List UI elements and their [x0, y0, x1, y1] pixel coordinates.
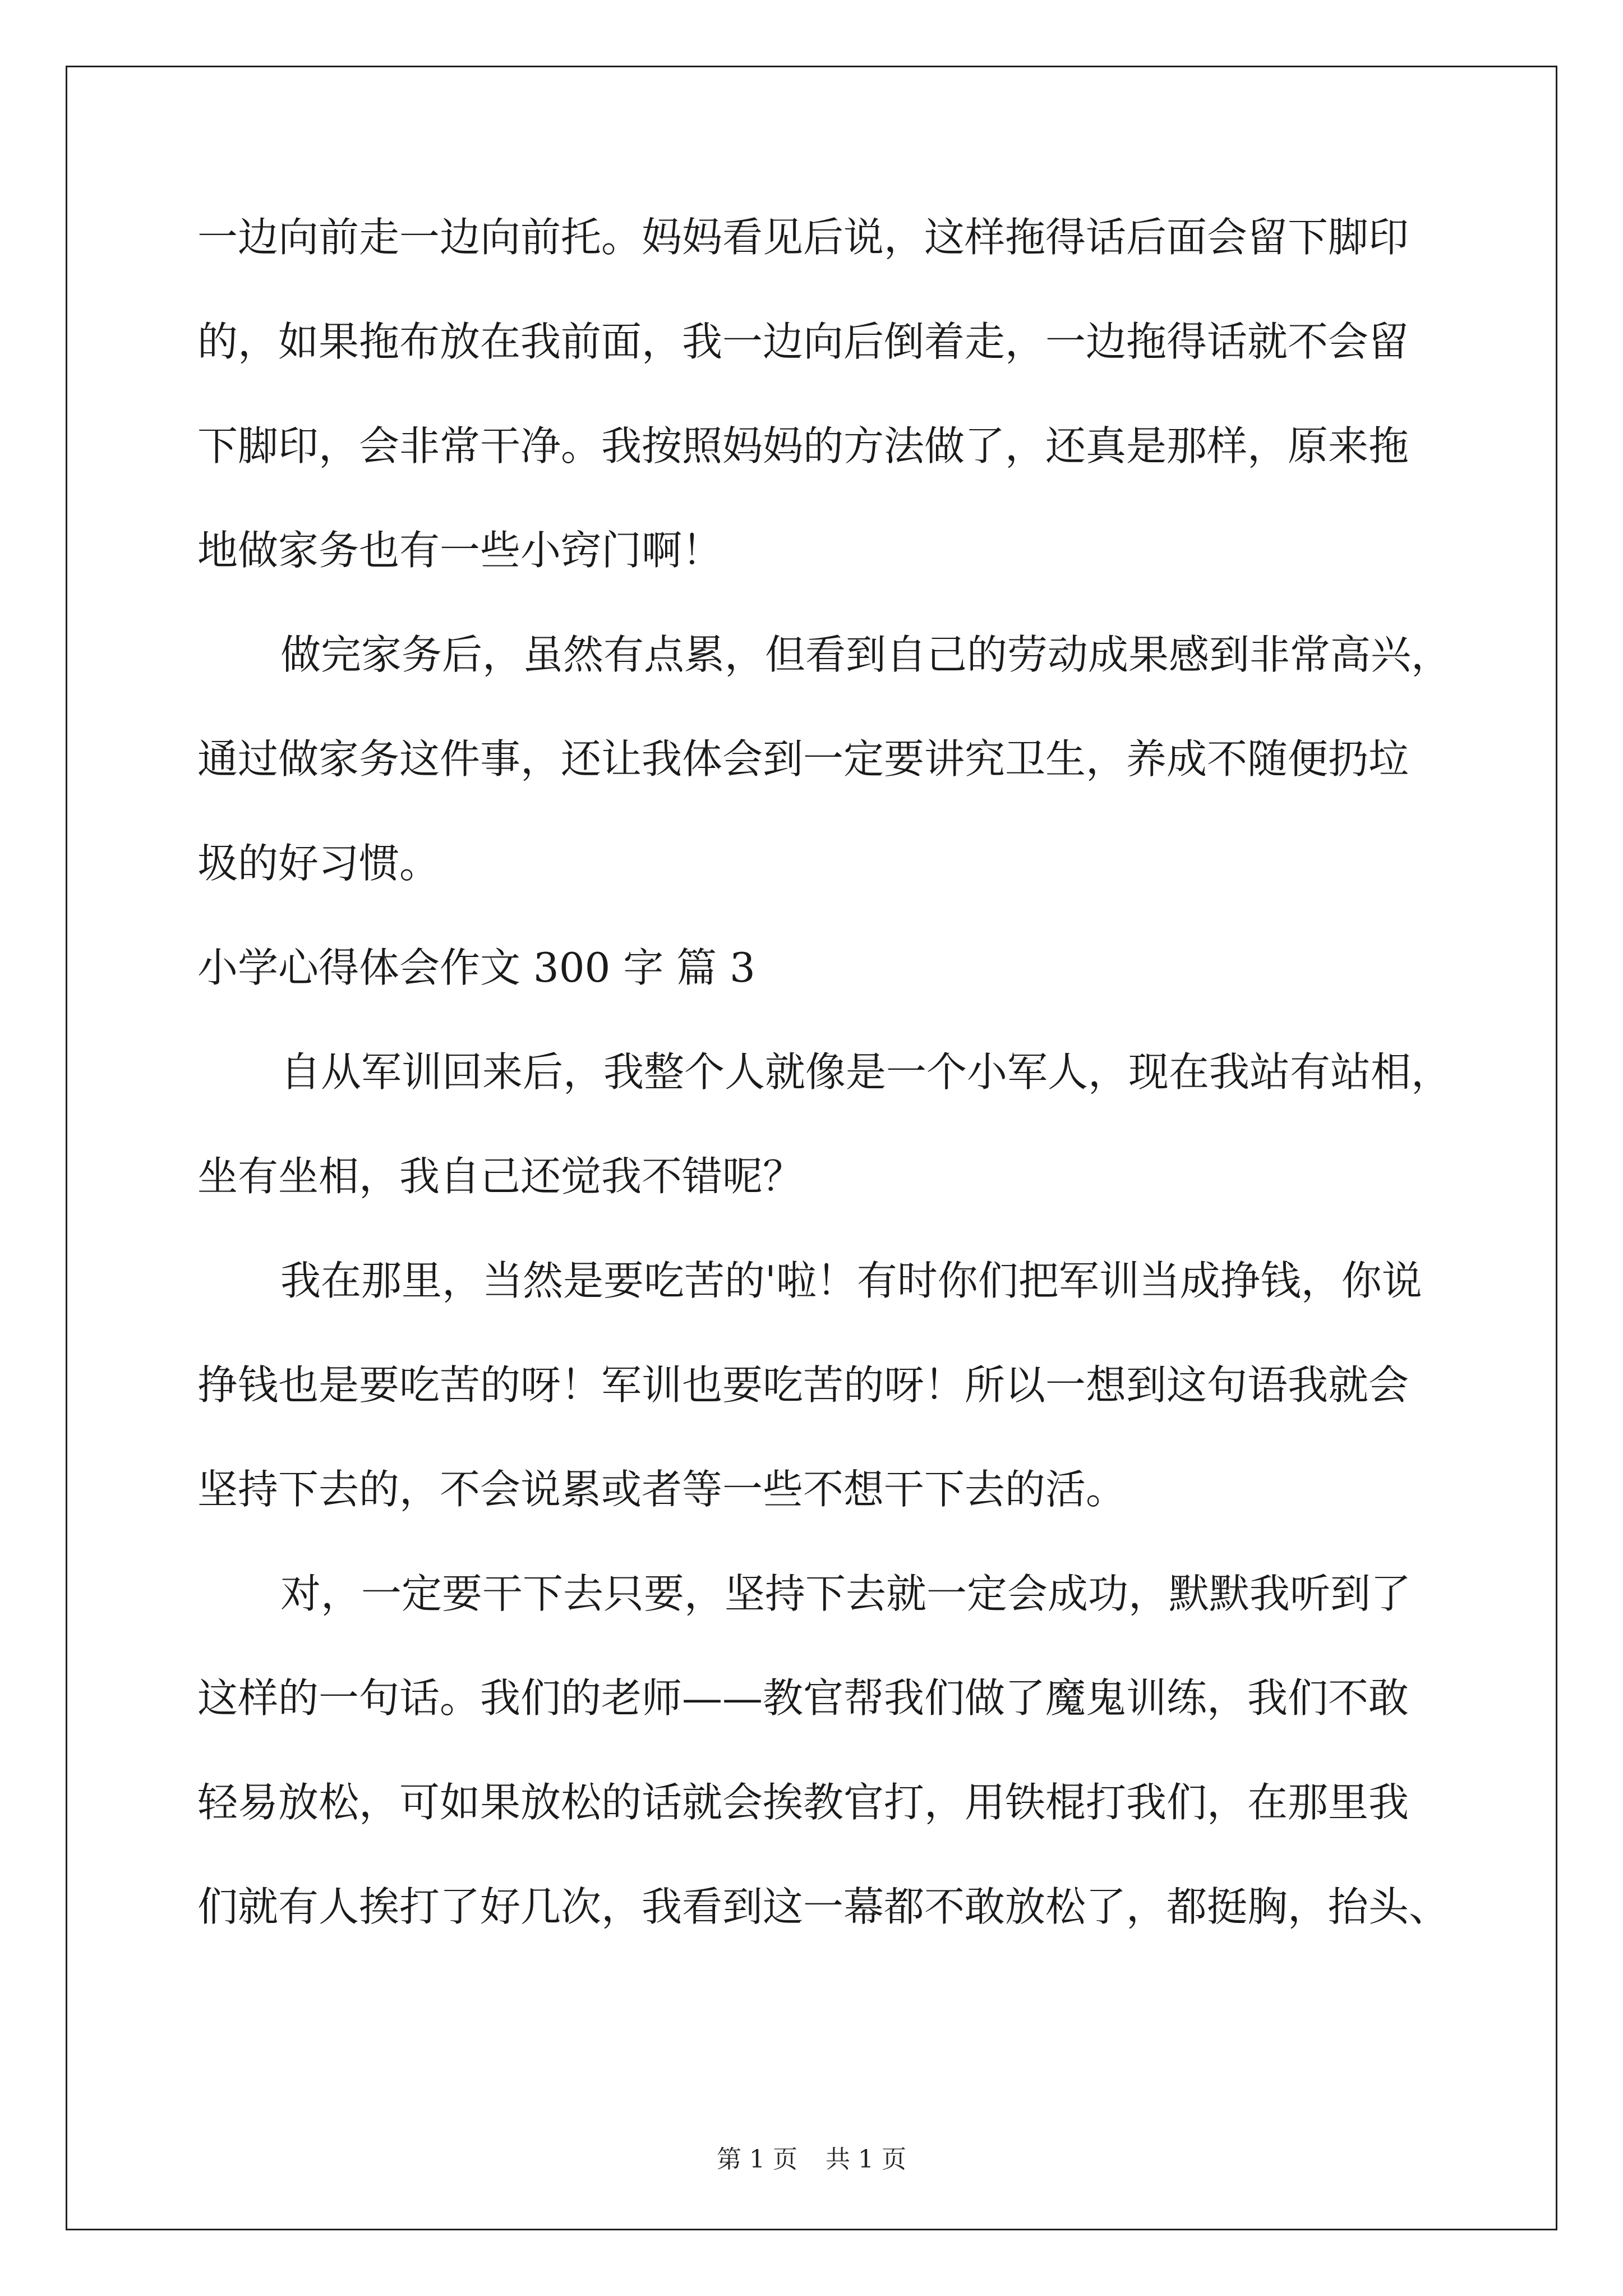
text-line: 地做家务也有一些小窍门啊！: [197, 527, 723, 574]
text-line: 下脚印，会非常干净。我按照妈妈的方法做了，还真是那样，原来拖: [197, 422, 1409, 470]
document-body: [197, 185, 1459, 1959]
page-number-current: 第 1 页: [717, 2145, 797, 2174]
text-line: 圾的好习惯。: [197, 840, 440, 887]
paragraph-start-line: 我在那里，当然是要吃苦的'啦！有时你们把军训当成挣钱，你说: [280, 1257, 1422, 1304]
page-number-total: 共 1 页: [826, 2145, 906, 2174]
section-heading: 小学心得体会作文 300 字 篇 3: [197, 944, 755, 991]
text-line: 挣钱也是要吃苦的呀！军训也要吃苦的呀！所以一想到这句语我就会: [197, 1361, 1409, 1409]
text-line: 通过做家务这件事，还让我体会到一定要讲究卫生，养成不随便扔垃: [197, 735, 1409, 783]
paragraph-start-line: 自从军训回来后，我整个人就像是一个小军人，现在我站有站相，: [280, 1048, 1452, 1096]
text-line: 坐有坐相，我自己还觉我不错呢？: [197, 1153, 804, 1200]
text-line: 的，如果拖布放在我前面，我一边向后倒着走，一边拖得话就不会留: [197, 318, 1409, 365]
paragraph-start-line: 做完家务后，虽然有点累，但看到自己的劳动成果感到非常高兴，: [280, 631, 1452, 678]
text-line: 坚持下去的，不会说累或者等一些不想干下去的活。: [197, 1466, 1127, 1513]
page-footer: [0, 2143, 1623, 2177]
text-line: 这样的一句话。我们的老师——教官帮我们做了魔鬼训练，我们不敢: [197, 1674, 1409, 1722]
text-line: 一边向前走一边向前托。妈妈看见后说，这样拖得话后面会留下脚印: [197, 214, 1409, 261]
paragraph-start-line: 对，一定要干下去只要，坚持下去就一定会成功，默默我听到了: [280, 1570, 1412, 1617]
text-line: 们就有人挨打了好几次，我看到这一幕都不敢放松了，都挺胸，抬头、: [197, 1883, 1450, 1930]
text-line: 轻易放松，可如果放松的话就会挨教官打，用铁棍打我们，在那里我: [197, 1779, 1409, 1826]
